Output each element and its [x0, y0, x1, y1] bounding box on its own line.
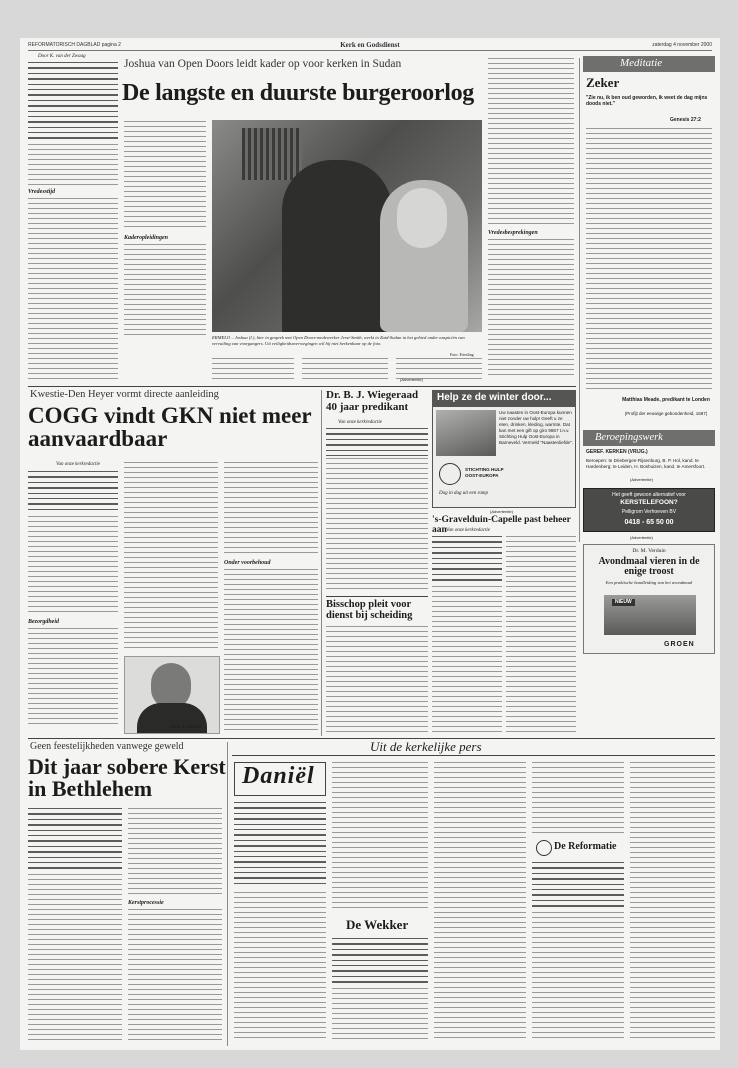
photo-face-right: [397, 188, 447, 248]
cogg-subhead-onder-voorbehoud: Onder voorbehoud: [224, 560, 271, 566]
bethlehem-divider: [227, 742, 228, 1046]
lead-column-6b: [488, 239, 574, 377]
avondmaal-advert[interactable]: [583, 544, 715, 654]
avondmaal-publisher: GROEN: [664, 641, 695, 648]
beroepingswerk-text: Beroepen: te Driebergen-Rijsenburg, B. P. Hol, kand. te Hardenberg; te Leiden, H. Boshuizen, kand. te Amersfoort.: [586, 458, 706, 469]
lead-headline: De langste en duurste burgeroorlog: [122, 80, 475, 106]
meditatie-section-title: Meditatie: [620, 57, 663, 69]
cogg-divider: [321, 390, 322, 736]
kerstel-line2: KERSTELEFOON?: [620, 499, 678, 506]
lead-column-1: [28, 144, 118, 188]
bethlehem-column-2b: [128, 909, 222, 1044]
divider-bisschop: [326, 596, 428, 597]
beroepingswerk-denomination: GEREF. KERKEN (VRIJG.): [586, 449, 648, 455]
photo-bookshelf: [242, 128, 302, 180]
winter-slogan: Dag in dag uit een ramp: [439, 491, 489, 496]
kerstel-line3: Pelligrom Verhoeven BV: [621, 509, 677, 515]
cogg-headline: COGG vindt GKN niet meer aanvaardbaar: [28, 403, 312, 452]
wiegeraad-headline: Dr. B. J. Wiegeraad 40 jaar predikant: [326, 389, 419, 413]
lead-photo-caption: ERMELO – Joshua (l.), hier in gesprek met Open Doors-medewerker Jerst-Smith, werkt in Zuid-Sudan in het gebied onder auspiciën van vervuiling van voorgangers. Uit veiligheidsoverwegingen wil hij niet herkenbaar op de foto.: [212, 335, 465, 346]
bethlehem-kicker: Geen feestelijkheden vanwege geweld: [30, 741, 184, 752]
daniel-logo: Daniël: [242, 763, 315, 789]
lead-byline: Door K. van der Zwaag: [38, 54, 86, 59]
cogg-photo-caption: DRS. C. BLEEK: [170, 724, 203, 729]
winter-advert[interactable]: [432, 390, 576, 508]
bethlehem-column-1: [28, 874, 122, 1044]
cogg-intro: [28, 471, 118, 513]
reformatie-logo-icon: [536, 840, 552, 856]
header-date: zaterdag 4 november 2000: [652, 42, 712, 48]
cogg-column-2: [124, 462, 218, 652]
bethlehem-intro: [28, 808, 122, 870]
wekker-logo: De Wekker: [346, 917, 409, 932]
bisschop-headline: Bisschop pleit voor dienst bij scheiding: [326, 599, 413, 622]
daniel-text: [234, 892, 326, 1044]
cogg-column-3b: [224, 569, 318, 733]
cogg-column-1: [28, 516, 118, 616]
winter-photo: [436, 410, 496, 456]
wekker-text: [332, 988, 428, 1044]
capelle-intro: [432, 536, 502, 584]
meditatie-author: Matthias Meade, predikant te Londen: [622, 397, 710, 403]
avondmaal-advert-label: (Advertentie): [630, 535, 653, 540]
page-header: [28, 41, 712, 51]
kerstel-line1: Het geeft gewoon alternatief voor: [612, 492, 686, 498]
winter-advert-label: (Advertentie): [490, 509, 513, 514]
lead-column-6: [488, 58, 574, 228]
wiegeraad-text: [326, 458, 428, 594]
meditatie-title: Zeker: [586, 75, 620, 90]
reformatie-intro: [532, 862, 624, 908]
capelle-text-1: [432, 586, 502, 734]
cogg-kicker: Kwestie-Den Heyer vormt directe aanleiding: [30, 389, 219, 400]
bethlehem-subhead-kerstprocessie: Kerstprocessie: [128, 900, 164, 906]
cogg-byline: Van onze kerkredactie: [56, 462, 100, 467]
avondmaal-title: Avondmaal vieren in de enige troost: [598, 556, 700, 577]
meditatie-author-note: (Profijt der eeuwige gebondenheid, 1687): [624, 411, 708, 416]
bisschop-text: [326, 626, 428, 734]
avondmaal-author: Dr. M. Verduin: [632, 548, 666, 554]
lead-intro-text: [28, 62, 118, 142]
cogg-column-3: [224, 462, 318, 558]
lead-column-2: [124, 121, 206, 233]
lead-subhead-vredesstijd: Vredesstijd: [28, 189, 56, 195]
daniel-intro: [234, 802, 326, 888]
lead-advert-label: (Advertentie): [400, 377, 423, 382]
meditatie-reference: Genesis 27:2: [670, 117, 701, 123]
avondmaal-badge: NIEUW: [612, 599, 635, 606]
kerkelijkepers-column-4: [532, 762, 624, 836]
lead-column-1b: [28, 198, 118, 384]
capelle-headline: 's-Gravelduin-Capelle past beheer aan: [432, 515, 571, 535]
photo-person-left: [282, 160, 392, 332]
kerstel-advert-label: (Advertentie): [630, 477, 653, 482]
header-left: REFORMATORISCH DAGBLAD pagina 2: [28, 42, 121, 48]
winter-headline: Help ze de winter door...: [437, 392, 552, 403]
meditatie-quote: "Zie nu, ik ben oud geworden, ik weet de dag mijns doods niet.": [586, 95, 708, 108]
lead-column-2b: [124, 244, 206, 338]
lead-subhead-vredesbesprekingen: Vredesbesprekingen: [488, 230, 538, 236]
capelle-text-2: [506, 536, 576, 734]
winter-body: Uw naasten in Oost-Europa kunnen niet zonder uw hulp! Geeft u ze eten, drinken, kleding, warmte. Dat kan met een gift op giro 9867 t.n.v. Stichting Hulp Oost-Europa in Barneveld. Vermeld "Naastenliefde".: [499, 410, 573, 445]
cogg-photo: [124, 656, 220, 734]
cogg-column-1b: [28, 628, 118, 732]
newspaper-page: [20, 38, 720, 1050]
kerstel-phone: 0418 - 65 50 00: [624, 519, 674, 526]
reformatie-logo: De Reformatie: [554, 841, 617, 852]
wiegeraad-intro: [326, 428, 428, 456]
lead-subhead-kaderopleidingen: Kaderopleidingen: [124, 235, 169, 241]
lead-photo-credit: Foto: Friesling: [450, 352, 474, 357]
avondmaal-subtitle: Een praktische handleiding van het avondmaal: [605, 580, 693, 585]
bethlehem-headline: Dit jaar sobere Kerst in Bethlehem: [28, 754, 226, 802]
meditatie-text: [586, 128, 712, 396]
daniel-column-2: [332, 762, 428, 912]
bethlehem-column-2: [128, 808, 222, 898]
divider-lead: [28, 386, 576, 387]
lead-column-3: [212, 358, 294, 382]
wiegeraad-byline: Van onze kerkredactie: [338, 420, 382, 425]
reformatie-text: [532, 912, 624, 1044]
kerstel-advert[interactable]: [583, 488, 715, 532]
kerkelijkepers-column-5: [630, 762, 715, 1044]
capelle-byline: Van onze kerkredactie: [446, 528, 490, 533]
cogg-subhead-bezorgdheid: Bezorgdheid: [28, 619, 60, 625]
wekker-intro: [332, 938, 428, 984]
lead-column-4: [302, 358, 388, 382]
winter-org: STICHTING HULP OOST-EUROPA: [465, 467, 504, 478]
meditatie-divider: [579, 58, 580, 542]
lead-kicker: Joshua van Open Doors leidt kader op voor kerken in Sudan: [124, 58, 402, 70]
kerkelijkepers-column-3: [434, 762, 526, 1044]
header-section: Kerk en Godsdienst: [340, 41, 400, 49]
lead-photo: [212, 120, 482, 332]
kerkelijkepers-title: Uit de kerkelijke pers: [370, 739, 482, 754]
beroepingswerk-title: Beroepingswerk: [595, 432, 663, 443]
winter-logo-icon: [439, 463, 461, 485]
